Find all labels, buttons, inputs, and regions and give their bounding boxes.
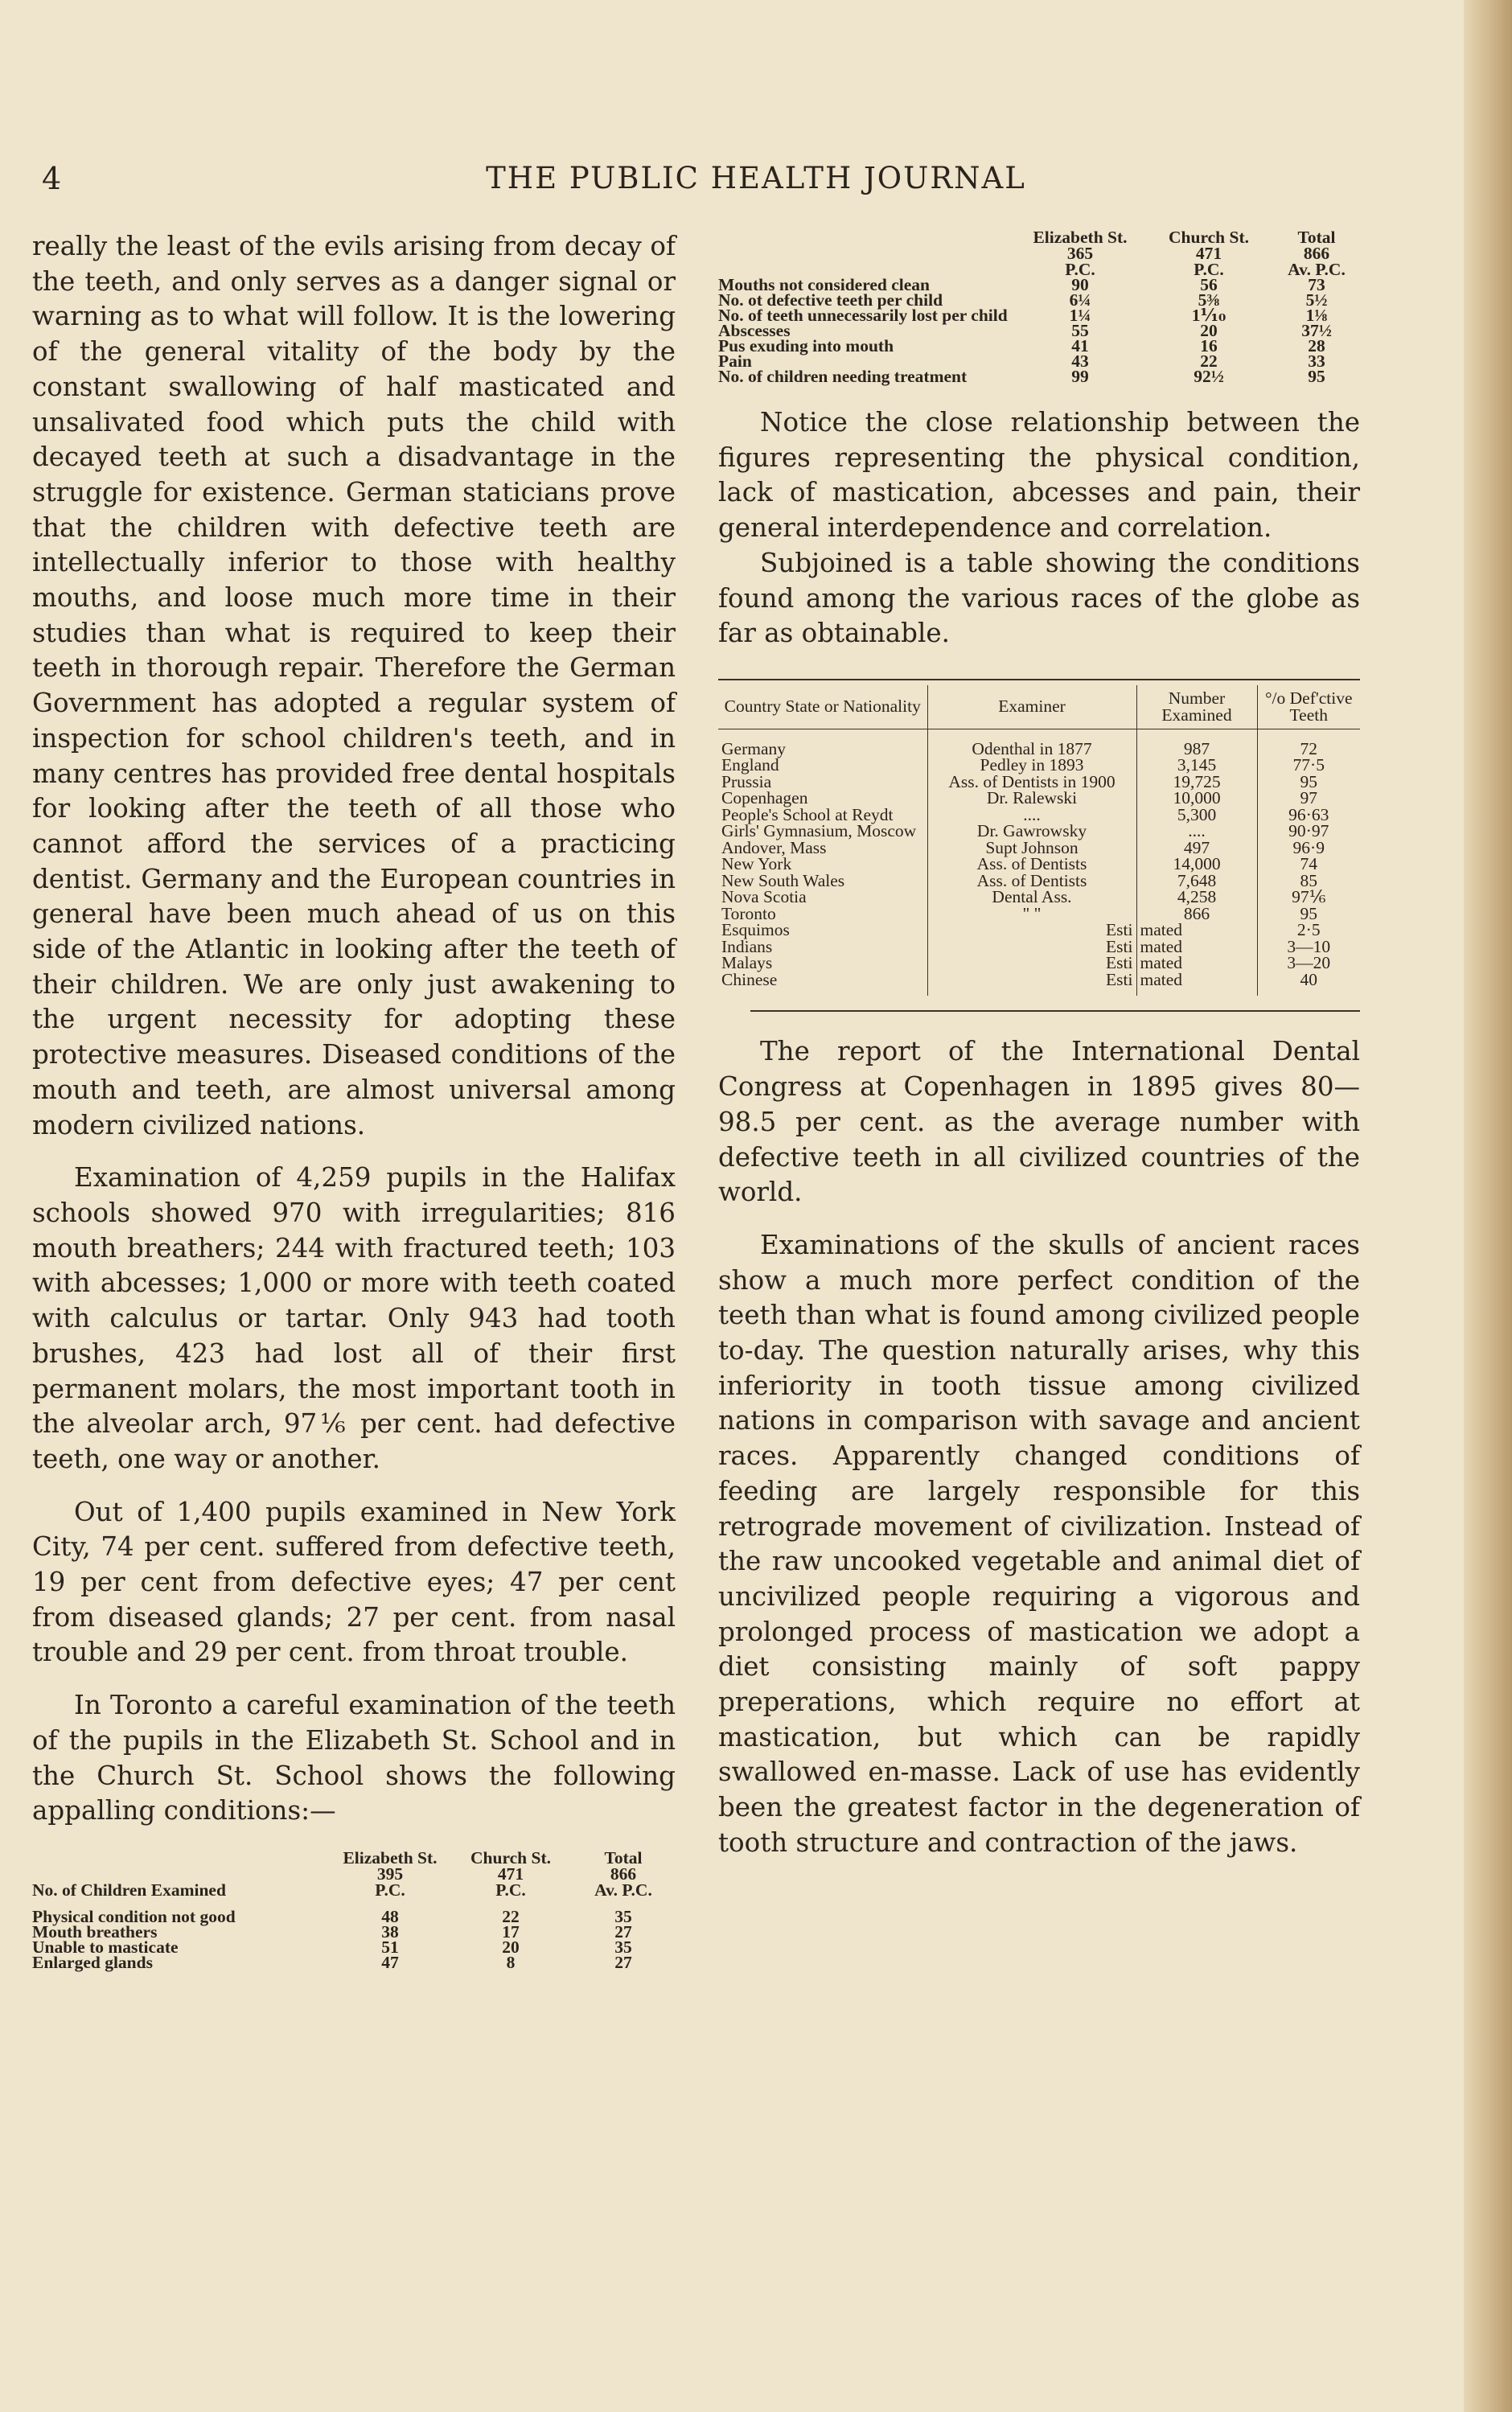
running-title: THE PUBLIC HEALTH JOURNAL [486,161,1026,195]
column-header: Elizabeth St. [343,1847,438,1868]
table-row [718,729,1360,757]
table-bottom-rule [750,1010,1360,1012]
cell-percent: 95 [1257,906,1360,922]
cell: 22 [1200,351,1218,371]
cell: 17 [502,1921,520,1942]
cell-examiner: Ass. of Dentists [927,873,1136,890]
paragraph: Notice the close relationship between the figures representing the physical condition, lack of mastication, abcesses and pain, their general interdependence and correlation. [718,407,1360,544]
table-row [718,790,1360,807]
cell: 1⅒ [1191,306,1226,325]
table-row [718,955,1360,972]
cell-percent: 3—10 [1257,939,1360,955]
cell-examiner: Esti [927,972,1136,996]
table-row [718,774,1360,791]
row-label: Mouths not considered clean [718,275,930,294]
cell-examiner: Esti [927,939,1136,955]
row-label: Pain [718,351,752,371]
column-count: 471 [1195,244,1222,263]
condition-summary-table [718,229,1360,384]
cell-percent: 74 [1257,856,1360,873]
cell-percent: 3—20 [1257,955,1360,972]
table-row [718,339,1360,354]
column-header: Church St. [1169,228,1249,247]
column-count: 866 [1303,244,1330,263]
table-row [718,757,1360,774]
cell-percent: 96·9 [1257,840,1360,857]
cell: 5⅜ [1198,290,1220,310]
cell-country: Germany [721,738,786,758]
cell: 22 [502,1906,520,1926]
cell: 35 [614,1937,632,1957]
column-unit: Av. P.C. [1288,260,1346,279]
cell-examiner: Odenthal in 1877 [927,729,1136,757]
column-header: Church St. [470,1847,551,1868]
cell: 28 [1308,336,1325,355]
cell-percent: 97 [1257,790,1360,807]
column-header: Elizabeth St. [1033,228,1128,247]
cell-number: 14,000 [1136,856,1257,873]
cell: 27 [614,1952,632,1972]
cell-country: Prussia [721,771,772,791]
cell: 48 [381,1906,399,1926]
cell-country: People's School at Reydt [721,804,894,824]
row-label: Abscesses [718,321,791,340]
column-count: 866 [610,1863,637,1884]
toronto-schools-table [32,1847,676,1972]
cell-percent: 85 [1257,873,1360,890]
cell-number: 987 [1136,729,1257,757]
cell-country: Indians [721,936,773,956]
column-unit: P.C. [375,1880,405,1900]
paragraph: The report of the International Dental Congress at Copenhagen in 1895 gives 80—98.5 per cent. as the average number with defective teeth in all civilized countries of the world. [718,1036,1360,1208]
cell-number: 497 [1136,840,1257,857]
cell-country: Andover, Mass [721,837,827,857]
table-top-rule [718,679,1360,680]
table-row [718,308,1360,323]
table-row [718,972,1360,996]
column-count: 365 [1066,244,1094,263]
paragraph: Examinations of the skulls of ancient races show a much more perfect condition of the teeth than what is found among civilized people to-day. The question naturally arises, why this inferiority in tooth tissue among civilized nations in comparison with savage and ancient races. Apparently changed conditions of feeding are largely responsible for this retrograde movement of civilization. Instead of the raw uncooked vegetable and animal diet of uncivilized people requiring a vigorous and prolonged process of mastication we adopt a diet consisting mainly of soft pappy preperations, which require no effort at mastication, but which can be rapidly swallowed en-masse. Lack of use has evidently been the greatest factor in the degeneration of tooth structure and contraction of the jaws. [718,1229,1360,1858]
page-number: 4 [42,161,62,196]
table-row [718,906,1360,922]
cell: 1¼ [1069,306,1091,325]
page-edge [1464,0,1512,2412]
left-column [32,229,676,1970]
cell: 95 [1308,367,1325,386]
column-unit: P.C. [1065,260,1095,279]
cell: 8 [506,1952,516,1972]
cell-examiner: Ass. of Dentists in 1900 [927,774,1136,791]
cell-country: England [721,755,779,775]
paragraph: Out of 1,400 pupils examined in New York City, 74 per cent. suffered from defective teeth, 19 per cent from defective eyes; 47 per cent from diseased glands; 27 per cent. from nasal trouble and 29 per cent. from throat trouble. [32,1496,676,1668]
cell-country: Nova Scotia [721,887,807,907]
cell: 47 [381,1952,399,1972]
cell-number: 19,725 [1136,774,1257,791]
cell-examiner: Pedley in 1893 [927,757,1136,774]
right-column [718,229,1360,1861]
header-examiner: Examiner [927,685,1136,729]
cell-number: mated [1136,922,1257,939]
table-row [718,856,1360,873]
table-row [718,369,1360,384]
races-table [718,685,1360,996]
row-label: Mouth breathers [32,1921,158,1942]
cell-percent: 95 [1257,774,1360,791]
row-label: No. of teeth unnecessarily lost per child [718,306,1008,325]
cell-percent: 72 [1257,729,1360,757]
row-label: No. ot defective teeth per child [718,290,943,310]
paragraph: Examination of 4,259 pupils in the Halifax schools showed 970 with irregularities; 816 mouth breathers; 244 with fractured teeth; 103 with abcesses; 1,000 or more with teeth coated with calculus or tartar. Only 943 had tooth brushes, 423 had lost all of their first permanent molars, the most important tooth in the alveolar arch, 97⅙ per cent. had defective teeth, one way or another. [32,1162,676,1474]
page-header [0,161,1512,209]
table-row [718,889,1360,906]
cell-number: mated [1136,955,1257,972]
column-unit: Av. P.C. [594,1880,652,1900]
row-label: Unable to masticate [32,1937,179,1957]
cell: 43 [1071,351,1089,371]
paragraph: really the least of the evils arising from decay of the teeth, and only serves as a danger signal or warning as to what will follow. It is the lowering of the general vitality of the body by the constant swallowing of half masticated and unsalivated food which puts the child with decayed teeth at such a disadvantage in the struggle for existence. German staticians prove that the children with defective teeth are intellectually inferior to those with healthy mouths, and loose much more time in their studies than what is required to keep their teeth in thorough repair. Therefore the German Government has adopted a regular system of inspection for school children's teeth, and in many centres has provided free dental hospitals for looking after the teeth of all those who cannot afford the services of a practicing dentist. Germany and the European countries in general have been much ahead of us on this side of the Atlantic in looking after the teeth of their children. We are only just awakening to the urgent necessity for adopting these protective measures. Diseased conditions of the mouth and teeth, are almost universal among modern civilized nations. [32,231,676,1140]
column-count: 471 [497,1863,524,1884]
cell-percent: 96·63 [1257,807,1360,824]
cell: 37½ [1301,321,1332,340]
cell-examiner: Esti [927,955,1136,972]
table-row [718,939,1360,955]
cell: 27 [614,1921,632,1942]
cell-number: 7,648 [1136,873,1257,890]
paragraph: In Toronto a careful examination of the teeth of the pupils in the Elizabeth St. School and in the Church St. School shows the following appalling conditions:— [32,1690,676,1826]
cell-number: 3,145 [1136,757,1257,774]
cell: 73 [1308,275,1325,294]
cell-examiner: Dental Ass. [927,889,1136,906]
table-header-label: No. of Children Examined [32,1880,226,1900]
cell-number: 10,000 [1136,790,1257,807]
cell-examiner: Ass. of Dentists [927,856,1136,873]
cell-country: Malays [721,953,773,973]
cell-country: Toronto [721,903,776,923]
cell: 55 [1071,321,1089,340]
cell-country: New South Wales [721,870,845,890]
table-row [718,823,1360,840]
cell: 1⅛ [1305,306,1328,325]
column-unit: P.C. [1194,260,1224,279]
column-unit: P.C. [495,1880,526,1900]
row-label: No. of children needing treatment [718,367,968,386]
cell: 20 [502,1937,520,1957]
table-row [718,922,1360,939]
cell: 33 [1308,351,1325,371]
column-header: Total [604,1847,643,1868]
cell: 51 [381,1937,399,1957]
cell-percent: 90·97 [1257,823,1360,840]
row-label: Enlarged glands [32,1952,153,1972]
cell-number: 866 [1136,906,1257,922]
cell-percent: 40 [1257,972,1360,996]
table-row [718,807,1360,824]
cell-percent: 97⅙ [1257,889,1360,906]
row-label: Physical condition not good [32,1906,236,1926]
table-row [32,1898,676,1925]
table-row [718,873,1360,890]
table-row [32,1955,676,1970]
cell-examiner: " " [927,906,1136,922]
cell: 20 [1200,321,1218,340]
cell: 92½ [1194,367,1224,386]
cell-examiner: Dr. Ralewski [927,790,1136,807]
cell: 6¼ [1069,290,1091,310]
cell: 41 [1071,336,1089,355]
header-country: Country State or Nationality [718,685,927,729]
header-percent: °/o Def'ctive Teeth [1257,685,1360,729]
cell: 90 [1071,275,1089,294]
cell-number: mated [1136,972,1257,996]
cell-examiner: Supt Johnson [927,840,1136,857]
cell-country: Esquimos [721,920,790,940]
cell-examiner: .... [927,807,1136,824]
cell-country: Girls' Gymnasium, Moscow [721,821,917,841]
cell: 5½ [1305,290,1328,310]
row-label: Pus exuding into mouth [718,336,894,355]
cell-percent: 2·5 [1257,922,1360,939]
cell-number: mated [1136,939,1257,955]
cell-percent: 77·5 [1257,757,1360,774]
column-count: 395 [376,1863,404,1884]
cell-examiner: Dr. Gawrowsky [927,823,1136,840]
cell-country: New York [721,854,792,874]
cell: 99 [1071,367,1089,386]
header-number: Number Examined [1136,685,1257,729]
cell: 35 [614,1906,632,1926]
cell-country: Chinese [721,969,778,989]
cell-number: 5,300 [1136,807,1257,824]
paragraph: Subjoined is a table showing the conditions found among the various races of the globe as far as obtainable. [718,547,1360,649]
cell: 16 [1200,336,1218,355]
cell-number: .... [1136,823,1257,840]
cell-examiner: Esti [927,922,1136,939]
cell: 38 [381,1921,399,1942]
table-row [718,840,1360,857]
cell-number: 4,258 [1136,889,1257,906]
column-header: Total [1297,228,1336,247]
cell: 56 [1200,275,1218,294]
cell-country: Copenhagen [721,788,808,808]
